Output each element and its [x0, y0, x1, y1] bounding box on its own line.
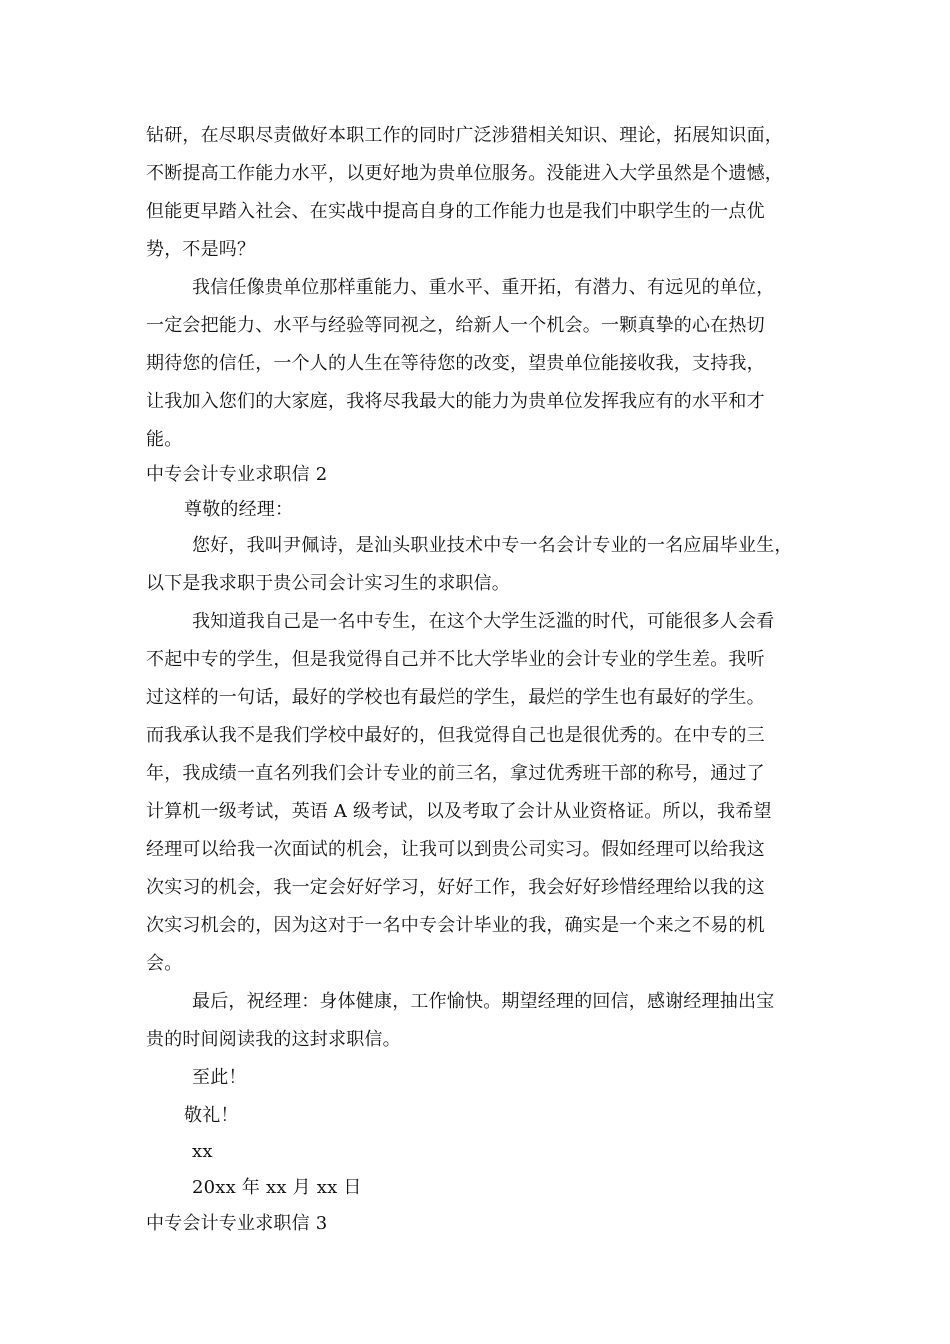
paragraph-line: 不起中专的学生，但是我觉得自己并不比大学毕业的会计专业的学生差。我听 [146, 649, 765, 670]
paragraph-line: 以下是我求职于贵公司会计实习生的求职信。 [146, 573, 510, 594]
signature-name: xx [192, 1141, 213, 1162]
salutation: 尊敬的经理： [184, 499, 294, 520]
paragraph-line: 计算机一级考试，英语 A 级考试，以及考取了会计从业资格证。所以，我希望 [146, 801, 772, 822]
paragraph-line: 让我加入您们的大家庭，我将尽我最大的能力为贵单位发挥我应有的水平和才 [146, 391, 765, 412]
paragraph-line: 经理可以给我一次面试的机会，让我可以到贵公司实习。假如经理可以给我这 [146, 839, 765, 860]
paragraph-line: 您好，我叫尹佩诗，是汕头职业技术中专一名会计专业的一名应届毕业生， [192, 535, 793, 556]
signature-date: 20xx 年 xx 月 xx 日 [192, 1177, 362, 1198]
paragraph-line: 过这样的一句话，最好的学校也有最烂的学生，最烂的学生也有最好的学生。 [146, 687, 765, 708]
paragraph-line: 我信任像贵单位那样重能力、重水平、重开拓，有潜力、有远见的单位， [192, 277, 775, 298]
paragraph-line: 年，我成绩一直名列我们会计专业的前三名，拿过优秀班干部的称号，通过了 [146, 763, 765, 784]
closing-line: 至此！ [192, 1067, 247, 1088]
paragraph-line: 但能更早踏入社会、在实战中提高自身的工作能力也是我们中职学生的一点优 [146, 201, 765, 222]
paragraph-line: 而我承认我不是我们学校中最好的，但我觉得自己也是很优秀的。在中专的三 [146, 725, 765, 746]
paragraph-line: 贵的时间阅读我的这封求职信。 [146, 1029, 401, 1050]
paragraph-line: 能。 [146, 429, 183, 450]
section-heading: 中专会计专业求职信 3 [146, 1213, 328, 1234]
paragraph-line: 我知道我自己是一名中专生，在这个大学生泛滥的时代，可能很多人会看 [192, 611, 775, 632]
paragraph-line: 不断提高工作能力水平，以更好地为贵单位服务。没能进入大学虽然是个遗憾， [146, 163, 783, 184]
paragraph-line: 次实习机会的，因为这对于一名中专会计毕业的我，确实是一个来之不易的机 [146, 915, 765, 936]
section-heading: 中专会计专业求职信 2 [146, 464, 328, 485]
paragraph-line: 最后，祝经理：身体健康，工作愉快。期望经理的回信，感谢经理抽出宝 [192, 991, 775, 1012]
closing-regards: 敬礼！ [184, 1105, 239, 1126]
paragraph-line: 一定会把能力、水平与经验等同视之，给新人一个机会。一颗真挚的心在热切 [146, 315, 765, 336]
paragraph-line: 次实习的机会，我一定会好好学习，好好工作，我会好好珍惜经理给以我的这 [146, 877, 765, 898]
paragraph-line: 势，不是吗？ [146, 239, 256, 260]
paragraph-line: 会。 [146, 953, 183, 974]
paragraph-line: 期待您的信任，一个人的人生在等待您的改变，望贵单位能接收我，支持我， [146, 353, 765, 374]
paragraph-line: 钻研，在尽职尽责做好本职工作的同时广泛涉猎相关知识、理论，拓展知识面， [146, 125, 783, 146]
